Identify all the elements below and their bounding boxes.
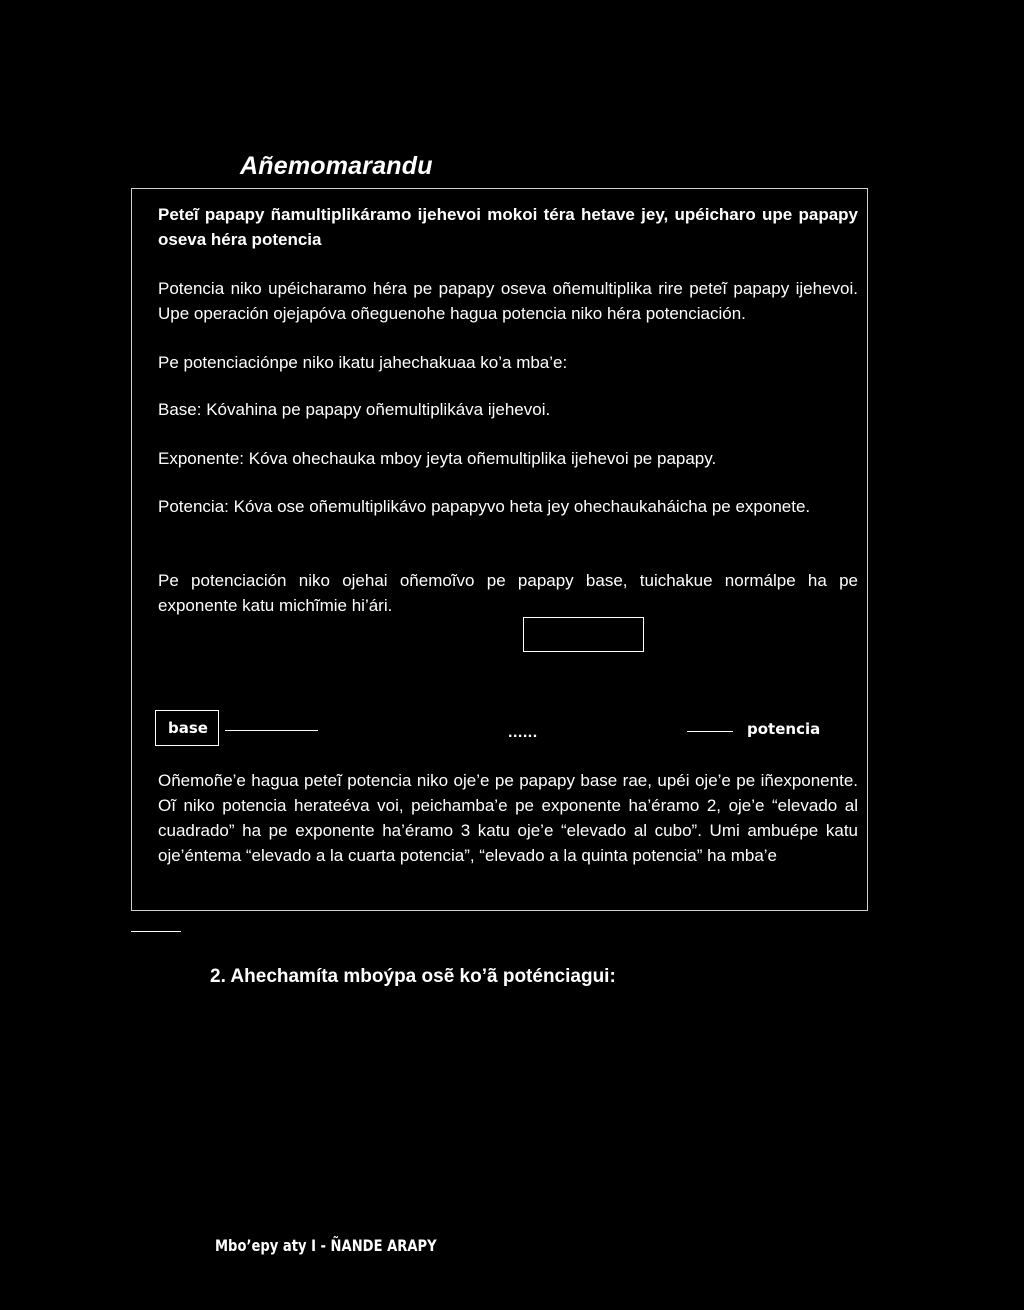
base-arrow-line [225, 730, 318, 731]
page-footer: Mbo’epy aty I - ÑANDE ARAPY [215, 1236, 437, 1255]
potencia-arrow-line [687, 731, 733, 732]
base-label: base [168, 719, 208, 737]
elements-intro: Pe potenciaciónpe niko ikatu jahechakuaa ko’a mba’e: [158, 353, 568, 372]
ellipsis-dots: ...... [508, 724, 538, 741]
base-definition: Base: Kóvahina pe papapy oñemultiplikáva ijehevoi. [158, 400, 551, 419]
exercise-question: 2. Ahechamíta mboýpa osẽ ko’ã poténciagui: [210, 966, 616, 987]
potencia-label: potencia [747, 720, 821, 738]
potencia-definition: Potencia: Kóva ose oñemultiplikávo papapyvo heta jey ohechaukaháicha pe exponete. [158, 497, 811, 516]
base-label-box [155, 710, 219, 746]
definition-paragraph: Potencia niko upéicharamo héra pe papapy oseva oñemultiplika rire peteĩ papapy ijehevoi. Upe operación ojejapóva oñeguenohe hagua potencia niko héra potenciación. [158, 279, 858, 323]
exponente-definition: Exponente: Kóva ohechauka mboy jeyta oñemultiplika ijehevoi pe papapy. [158, 449, 717, 468]
exponent-placeholder-box [523, 617, 644, 652]
section-heading: Añemomarandu [240, 152, 433, 180]
notation-paragraph: Pe potenciación niko ojehai oñemoĩvo pe papapy base, tuichakue normálpe ha pe exponente katu michĩmie hi’ári. [158, 571, 858, 615]
intro-paragraph: Peteĩ papapy ñamultiplikáramo ijehevoi mokoi téra hetave jey, upéicharo upe papapy oseva héra potencia [158, 205, 858, 249]
reading-paragraph: Oñemoñe’e hagua peteĩ potencia niko oje’e pe papapy base rae, upéi oje’e pe iñexponente. Oĩ niko potencia herateéva voi, peichamba’e pe exponente ha’éramo 2, oje’e “elevado al cuadrado” ha pe exponente ha’éramo 3 katu oje’e “elevado al cubo”. Umi ambuépe katu oje’éntema “elevado a la cuarta potencia”, “elevado a la quinta potencia” ha mba’e [158, 771, 858, 865]
footnote-divider [131, 931, 181, 932]
